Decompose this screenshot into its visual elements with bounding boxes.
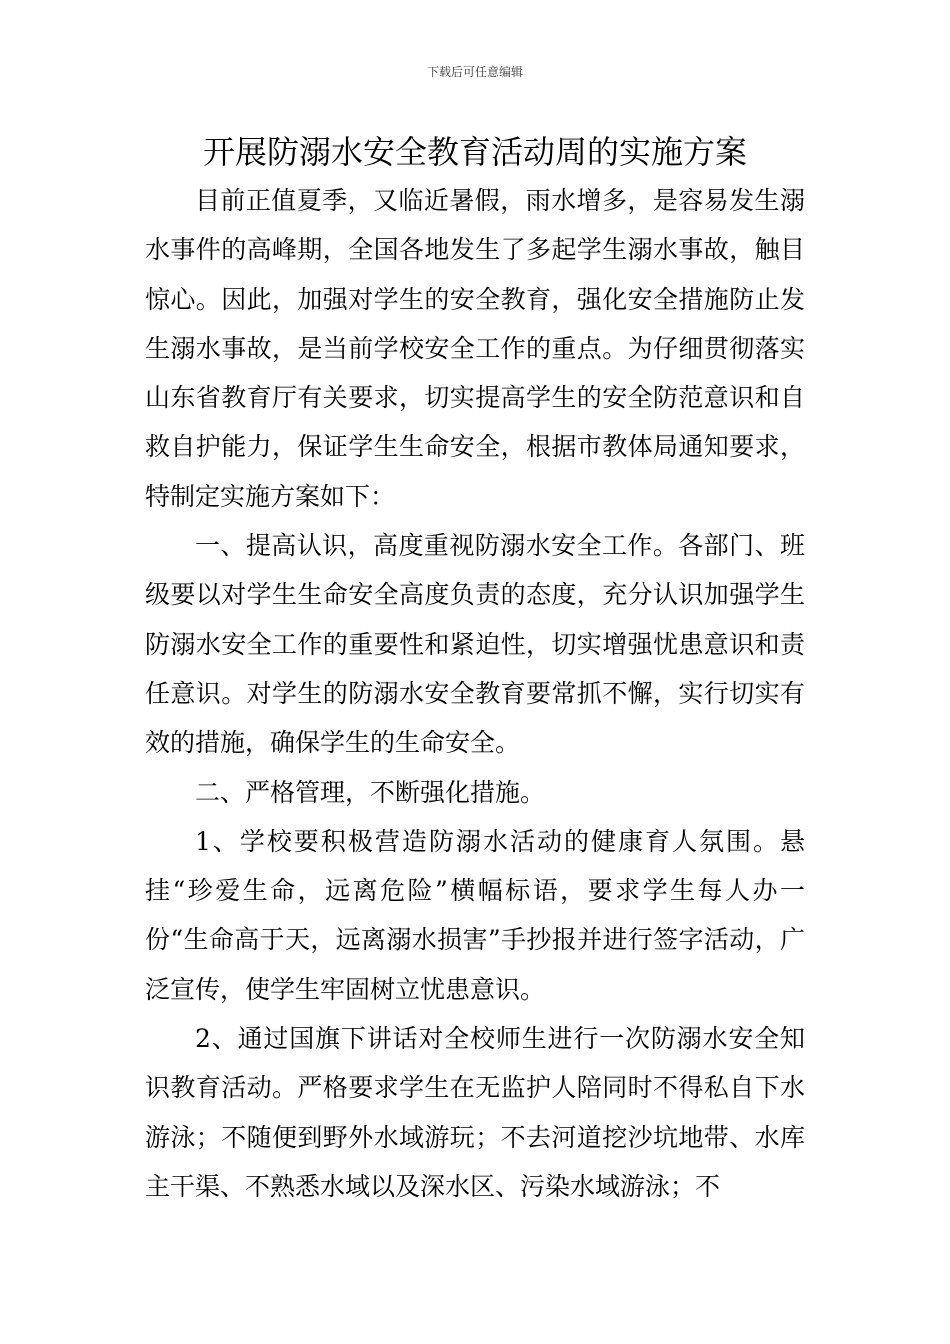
document-body	[145, 176, 805, 1211]
paragraph-intro: 目前正值夏季，又临近暑假，雨水增多，是容易发生溺水事件的高峰期，全国各地发生了多起学生溺水事故，触目惊心。因此，加强对学生的安全教育，强化安全措施防止发生溺水事故，是当前学校安全工作的重点。为仔细贯彻落实山东省教育厅有关要求，切实提高学生的安全防范意识和自救自护能力，保证学生生命安全，根据市教体局通知要求，特制定实施方案如下：	[145, 186, 805, 511]
paragraph-section-2: 二、严格管理，不断强化措施。	[195, 777, 546, 807]
document-title: 开展防溺水安全教育活动周的实施方案	[202, 133, 747, 171]
paragraph-item-2: 2、通过国旗下讲话对全校师生进行一次防溺水安全知识教育活动。严格要求学生在无监护人陪同时不得私自下水游泳；不随便到野外水域游玩；不去河道挖沙坑地带、水库主干渠、不熟悉水域以及深水区、污染水域游泳；不	[145, 1024, 805, 1201]
paragraph-item-1: 1、学校要积极营造防溺水活动的健康育人氛围。悬挂“珍爱生命，远离危险”横幅标语，要求学生每人办一份“生命高于天，远离溺水损害”手抄报并进行签字活动，广泛宣传，使学生牢固树立忧患意识。	[145, 826, 805, 1004]
paragraph-section-1: 一、提高认识，高度重视防溺水安全工作。各部门、班级要以对学生生命安全高度负责的态度，充分认识加强学生防溺水安全工作的重要性和紧迫性，切实增强忧患意识和责任意识。对学生的防溺水安全教育要常抓不懈，实行切实有效的措施，确保学生的生命安全。	[145, 531, 805, 758]
header-note: 下载后可任意编辑	[426, 65, 523, 79]
